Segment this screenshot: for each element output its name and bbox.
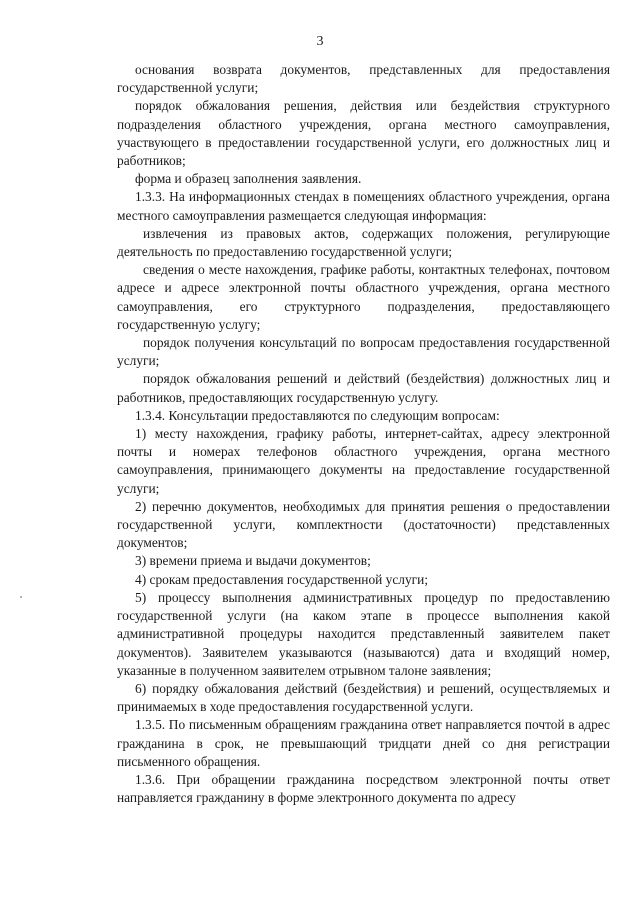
list-item: 4) срокам предоставления государственной услуги; bbox=[135, 571, 429, 587]
scan-speck bbox=[20, 596, 22, 598]
paragraph: 1.3.3. На информационных стендах в помещениях областного учреждения, органа местного самоуправления размещается следующая информация: bbox=[117, 189, 610, 223]
paragraph: порядок обжалования решений и действий (бездействия) должностных лиц и работников, предоставляющих государственную услугу. bbox=[117, 371, 610, 405]
paragraph: извлечения из правовых актов, содержащих положения, регулирующие деятельность по предоставлению государственной услуги; bbox=[117, 225, 610, 260]
paragraph: основания возврата документов, представленных для предоставления государственной услуги; bbox=[117, 62, 610, 96]
paragraph: 1.3.4. Консультации предоставляются по следующим вопросам: bbox=[135, 407, 500, 423]
paragraph: порядок получения консультаций по вопросам предоставления государственной услуги; bbox=[117, 335, 610, 369]
list-item: 2) перечню документов, необходимых для принятия решения о предоставлении государственной услуги, комплектности (достаточности) представленных документов; bbox=[117, 498, 610, 551]
paragraph: сведения о месте нахождения, графике работы, контактных телефонах, почтовом адресе и адресе электронной почты областного учреждения, органа местного самоуправления, его структурного подразделения, предоставляющего государственную услугу; bbox=[117, 262, 610, 332]
list-item: 5) процессу выполнения административных процедур по предоставлению государственной услуги (на каком этапе в процессе выполнения какой административной процедуры находится представленный заявителем пакет документов). Заявителем указываются (называются) дата и входящий номер, указанные в полученном заявителем отрывном талоне заявления; bbox=[117, 589, 610, 678]
list-item: 6) порядку обжалования действий (бездействия) и решений, осуществляемых и принимаемых в ходе предоставления государственной услуги. bbox=[117, 680, 610, 715]
document-body bbox=[117, 61, 610, 807]
list-item: 3) времени приема и выдачи документов; bbox=[135, 553, 371, 569]
paragraph: форма и образец заполнения заявления. bbox=[135, 171, 362, 187]
paragraph: 1.3.5. По письменным обращениям гражданина ответ направляется почтой в адрес гражданина в срок, не превышающий тридцати дней со дня регистрации письменного обращения. bbox=[117, 717, 610, 769]
paragraph: порядок обжалования решения, действия или бездействия структурного подразделения областного учреждения, органа местного самоуправления, участвующего в предоставлении государственной услуги, его должностных лиц и работников; bbox=[117, 98, 610, 169]
page-number: 3 bbox=[316, 34, 324, 49]
list-item: 1) месту нахождения, графику работы, интернет-сайтах, адресу электронной почты и номерах телефонов областного учреждения, органа местного самоуправления, принимающего документы на предоставление государственной услуги; bbox=[117, 426, 610, 496]
paragraph: 1.3.6. При обращении гражданина посредством электронной почты ответ направляется гражданину в форме электронного документа по адресу bbox=[117, 771, 610, 806]
